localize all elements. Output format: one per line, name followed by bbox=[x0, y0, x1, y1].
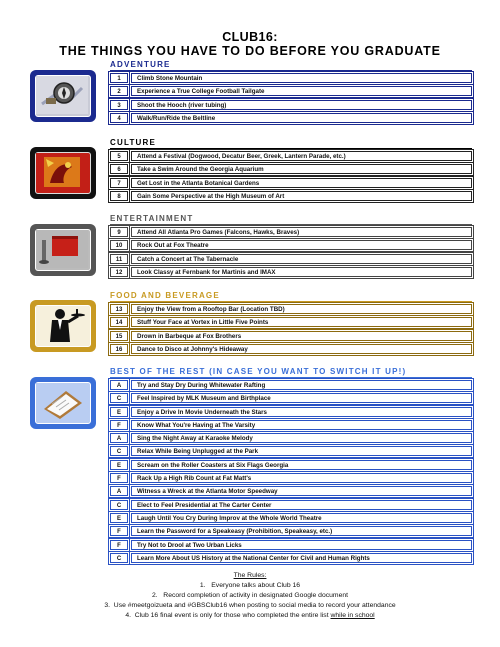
list-item bbox=[110, 317, 472, 329]
item-letter: E bbox=[110, 460, 128, 470]
section-rule bbox=[110, 70, 472, 71]
item-number: 10 bbox=[110, 240, 128, 250]
compass-icon bbox=[36, 76, 88, 114]
list-item bbox=[110, 526, 472, 538]
rule-item bbox=[0, 591, 500, 601]
item-text: Attend a Festival (Dogwood, Decatur Beer, Greek, Lantern Parade, etc.) bbox=[131, 151, 472, 161]
section-best-of-the-rest bbox=[110, 367, 472, 566]
item-text: Witness a Wreck at the Atlanta Motor Speedway bbox=[131, 486, 472, 496]
list-item bbox=[110, 460, 472, 472]
rule-text: Record completion of activity in designated Google document bbox=[163, 592, 349, 599]
list-item bbox=[110, 380, 472, 392]
checklist bbox=[110, 151, 472, 204]
list-item bbox=[110, 344, 472, 356]
item-number: 3 bbox=[110, 100, 128, 110]
item-text: Learn the Password for a Speakeasy (Prohibition, Speakeasy, etc.) bbox=[131, 526, 472, 536]
item-letter: A bbox=[110, 380, 128, 390]
item-text: Shoot the Hooch (river tubing) bbox=[131, 100, 472, 110]
list-item bbox=[110, 500, 472, 512]
item-text: Laugh Until You Cry During Improv at the Whole World Theatre bbox=[131, 513, 472, 523]
section-culture bbox=[110, 138, 472, 204]
section-heading: BEST OF THE REST (IN CASE YOU WANT TO SWITCH IT UP!) bbox=[110, 367, 407, 376]
rule-text: Use #meetgoizueta and #GBSClub16 when posting to social media to record your attendance bbox=[113, 602, 396, 609]
list-item bbox=[110, 178, 472, 190]
item-text: Stuff Your Face at Vortex in Little Five Points bbox=[131, 317, 472, 327]
section-heading: ADVENTURE bbox=[110, 60, 171, 69]
item-letter: F bbox=[110, 540, 128, 550]
list-item bbox=[110, 446, 472, 458]
item-letter: A bbox=[110, 433, 128, 443]
rule-item bbox=[0, 581, 500, 591]
list-item bbox=[110, 254, 472, 266]
section-rule bbox=[110, 148, 472, 149]
item-text: Experience a True College Football Tailgate bbox=[131, 86, 472, 96]
list-item bbox=[110, 407, 472, 419]
item-text: Get Lost in the Atlanta Botanical Gardens bbox=[131, 178, 472, 188]
item-letter: E bbox=[110, 407, 128, 417]
section-rule bbox=[110, 301, 472, 302]
list-item bbox=[110, 151, 472, 163]
list-item bbox=[110, 113, 472, 125]
item-text: Sing the Night Away at Karaoke Melody bbox=[131, 433, 472, 443]
list-item bbox=[110, 420, 472, 432]
section-heading: CULTURE bbox=[110, 138, 157, 147]
theatre-icon bbox=[36, 153, 88, 191]
item-text: Dance to Disco at Johnny's Hideaway bbox=[131, 344, 472, 354]
checklist bbox=[110, 227, 472, 280]
item-text: Enjoy a Drive In Movie Underneath the Stars bbox=[131, 407, 472, 417]
rule-number: 1. bbox=[199, 582, 206, 589]
rule-number: 3. bbox=[104, 602, 110, 609]
rule-item bbox=[0, 601, 500, 611]
item-text: Look Classy at Fernbank for Martinis and IMAX bbox=[131, 267, 472, 277]
item-number: 8 bbox=[110, 191, 128, 201]
item-letter: C bbox=[110, 393, 128, 403]
item-number: 6 bbox=[110, 164, 128, 174]
list-item bbox=[110, 540, 472, 552]
list-item bbox=[110, 267, 472, 279]
list-item bbox=[110, 473, 472, 485]
document-title: CLUB16: bbox=[222, 30, 278, 44]
item-text: Feel Inspired by MLK Museum and Birthplace bbox=[131, 393, 472, 403]
rule-text-underlined: while in school bbox=[330, 612, 375, 619]
rule-text: Club 16 final event is only for those who completed the entire list bbox=[134, 612, 331, 619]
item-text: Learn More About US History at the National Center for Civil and Human Rights bbox=[131, 553, 472, 563]
item-number: 13 bbox=[110, 304, 128, 314]
checklist bbox=[110, 73, 472, 126]
list-item bbox=[110, 227, 472, 239]
section-heading: FOOD AND BEVERAGE bbox=[110, 291, 220, 300]
item-number: 4 bbox=[110, 113, 128, 123]
entertainment-image bbox=[30, 224, 96, 276]
item-text: Climb Stone Mountain bbox=[131, 73, 472, 83]
item-text: Take a Swim Around the Georgia Aquarium bbox=[131, 164, 472, 174]
item-text: Elect to Feel Presidential at The Carter Center bbox=[131, 500, 472, 510]
rules-heading: The Rules: bbox=[233, 572, 267, 579]
item-text: Rock Out at Fox Theatre bbox=[131, 240, 472, 250]
item-text: Enjoy the View from a Rooftop Bar (Location TBD) bbox=[131, 304, 472, 314]
item-text: Rack Up a High Rib Count at Fat Matt's bbox=[131, 473, 472, 483]
rule-text: Everyone talks about Club 16 bbox=[211, 582, 301, 589]
item-letter: F bbox=[110, 420, 128, 430]
item-letter: C bbox=[110, 553, 128, 563]
food-image bbox=[30, 300, 96, 352]
item-text: Relax While Being Unplugged at the Park bbox=[131, 446, 472, 456]
item-text: Attend All Atlanta Pro Games (Falcons, Hawks, Braves) bbox=[131, 227, 472, 237]
waiter-icon bbox=[36, 306, 88, 344]
item-number: 1 bbox=[110, 73, 128, 83]
item-text: Walk/Run/Ride the Beltline bbox=[131, 113, 472, 123]
list-item bbox=[110, 486, 472, 498]
culture-image bbox=[30, 147, 96, 199]
rest-image bbox=[30, 377, 96, 429]
rule-number: 4. bbox=[125, 612, 131, 619]
item-letter: F bbox=[110, 526, 128, 536]
clipboard-icon bbox=[36, 383, 88, 421]
item-number: 14 bbox=[110, 317, 128, 327]
list-item bbox=[110, 553, 472, 565]
item-number: 16 bbox=[110, 344, 128, 354]
item-number: 15 bbox=[110, 331, 128, 341]
stage-icon bbox=[36, 230, 88, 268]
rule-number: 2. bbox=[151, 592, 158, 599]
item-text: Try Not to Drool at Two Urban Licks bbox=[131, 540, 472, 550]
list-item bbox=[110, 191, 472, 203]
section-adventure bbox=[110, 60, 472, 126]
list-item bbox=[110, 513, 472, 525]
section-heading: ENTERTAINMENT bbox=[110, 214, 194, 223]
list-item bbox=[110, 331, 472, 343]
item-letter: E bbox=[110, 513, 128, 523]
item-number: 2 bbox=[110, 86, 128, 96]
item-number: 11 bbox=[110, 254, 128, 264]
item-number: 9 bbox=[110, 227, 128, 237]
section-food-and-beverage bbox=[110, 291, 472, 357]
item-text: Catch a Concert at The Tabernacle bbox=[131, 254, 472, 264]
checklist bbox=[110, 380, 472, 566]
item-letter: A bbox=[110, 486, 128, 496]
rules-section bbox=[0, 571, 500, 621]
item-text: Know What You're Having at The Varsity bbox=[131, 420, 472, 430]
item-text: Scream on the Roller Coasters at Six Flags Georgia bbox=[131, 460, 472, 470]
item-letter: C bbox=[110, 446, 128, 456]
item-number: 5 bbox=[110, 151, 128, 161]
list-item bbox=[110, 164, 472, 176]
item-letter: F bbox=[110, 473, 128, 483]
adventure-image bbox=[30, 70, 96, 122]
section-rule bbox=[110, 377, 472, 378]
section-entertainment bbox=[110, 214, 472, 280]
document-subtitle: THE THINGS YOU HAVE TO DO BEFORE YOU GRADUATE bbox=[59, 44, 441, 58]
list-item bbox=[110, 86, 472, 98]
list-item bbox=[110, 240, 472, 252]
item-text: Gain Some Perspective at the High Museum of Art bbox=[131, 191, 472, 201]
list-item bbox=[110, 100, 472, 112]
checklist bbox=[110, 304, 472, 357]
item-letter: C bbox=[110, 500, 128, 510]
list-item bbox=[110, 304, 472, 316]
list-item bbox=[110, 433, 472, 445]
item-text: Try and Stay Dry During Whitewater Rafting bbox=[131, 380, 472, 390]
list-item bbox=[110, 393, 472, 405]
item-text: Drown in Barbeque at Fox Brothers bbox=[131, 331, 472, 341]
section-rule bbox=[110, 224, 472, 225]
rule-item bbox=[0, 611, 500, 621]
item-number: 12 bbox=[110, 267, 128, 277]
list-item bbox=[110, 73, 472, 85]
item-number: 7 bbox=[110, 178, 128, 188]
